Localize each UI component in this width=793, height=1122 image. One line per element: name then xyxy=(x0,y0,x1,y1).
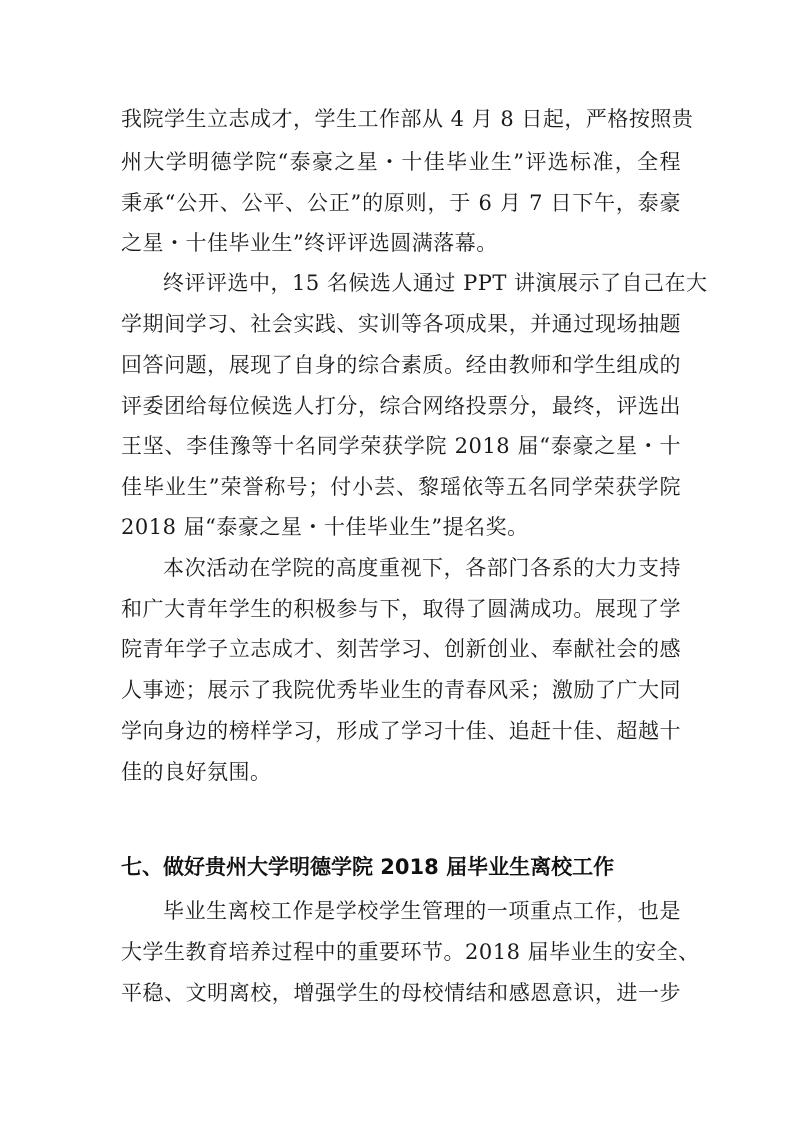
paragraph-2-line-2: 学期间学习、社会实践、实训等各项成果，并通过现场抽题 xyxy=(121,312,681,336)
paragraph-2-line-3: 回答问题，展现了自身的综合素质。经由教师和学生组成的 xyxy=(121,353,681,377)
paragraph-2-line-5: 王坚、李佳豫等十名同学荣获学院 2018 届“泰豪之星・十 xyxy=(121,434,681,458)
paragraph-2-line-7: 2018 届“泰豪之星・十佳毕业生”提名奖。 xyxy=(121,515,529,539)
paragraph-2-line-6: 佳毕业生”荣誉称号；付小芸、黎瑶依等五名同学荣获学院 xyxy=(121,475,681,499)
final-paragraph-line-3: 平稳、文明离校，增强学生的母校情结和感恩意识，进一步 xyxy=(121,981,681,1005)
paragraph-3-line-2: 和广大青年学生的积极参与下，取得了圆满成功。展现了学 xyxy=(121,597,681,621)
final-paragraph-line-2: 大学生教育培养过程中的重要环节。2018 届毕业生的安全、 xyxy=(121,940,700,964)
paragraph-3-line-4: 人事迹；展示了我院优秀毕业生的青春风采；激励了广大同 xyxy=(121,678,681,702)
paragraph-3-line-3: 院青年学子立志成才、刻苦学习、创新创业、奉献社会的感 xyxy=(121,637,681,661)
paragraph-2-line-1: 终评评选中，15 名候选人通过 PPT 讲演展示了自己在大 xyxy=(163,271,708,295)
paragraph-1-line-3: 秉承“公开、公平、公正”的原则，于 6 月 7 日下午，泰豪 xyxy=(121,191,681,215)
final-paragraph-line-1: 毕业生离校工作是学校学生管理的一项重点工作，也是 xyxy=(163,899,681,923)
paragraph-3-line-6: 佳的良好氛围。 xyxy=(121,760,272,784)
paragraph-1-line-4: 之星・十佳毕业生”终评评选圆满落幕。 xyxy=(121,231,498,255)
paragraph-1-line-1: 我院学生立志成才，学生工作部从 4 月 8 日起，严格按照贵 xyxy=(121,107,694,131)
paragraph-2-line-4: 评委团给每位候选人打分，综合网络投票分，最终，评选出 xyxy=(121,394,681,418)
paragraph-3-line-5: 学向身边的榜样学习，形成了学习十佳、追赶十佳、超越十 xyxy=(121,719,681,743)
paragraph-3-line-1: 本次活动在学院的高度重视下，各部门各系的大力支持 xyxy=(163,556,681,580)
section-heading: 七、做好贵州大学明德学院 2018 届毕业生离校工作 xyxy=(121,855,615,879)
paragraph-1-line-2: 州大学明德学院“泰豪之星・十佳毕业生”评选标准，全程 xyxy=(121,150,681,174)
